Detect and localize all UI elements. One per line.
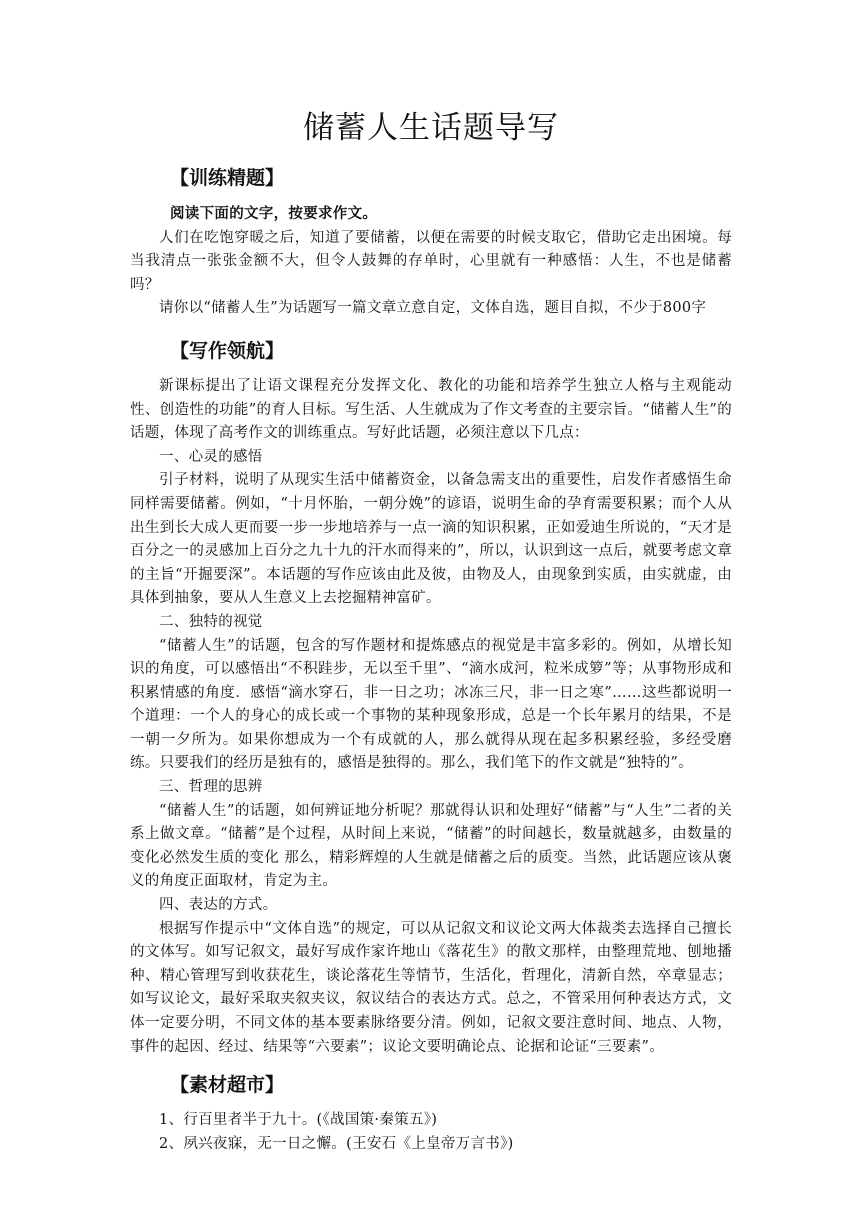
point-body: “储蓄人生”的话题，包含的写作题材和提炼感点的视觉是丰富多彩的。例如，从增长知识的角度，可以感悟出“不积跬步，无以至千里”、“滴水成河，粒米成箩”等；从事物形成和积累情感的角度．感悟“滴水穿石，非一日之功；冰冻三尺，非一日之寒”……这些都说明一个道理：一个人的身心的成长或一个事物的某种现象形成，总是一个长年累月的结果，不是一朝一夕所为。如果你想成为一个有成就的人，那么就得从现在起多积累经验，多经受磨练。只要我们的经历是独有的，感悟是独得的。那么，我们笔下的作文就是“独特的”。 — [130, 637, 732, 772]
point-title: 三、哲理的思辨 — [159, 779, 263, 796]
section-heading-materials: 【素材超市】 — [170, 1074, 285, 1097]
section-heading-guide: 【写作领航】 — [170, 339, 285, 362]
page-title: 储蓄人生话题导写 — [303, 110, 559, 146]
material-item: 1、行百里者半于九十。(《战国策·秦策五》) — [159, 1112, 438, 1129]
point-body: 根据写作提示中“文体自选”的规定，可以从记叙文和议论文两大体裁类去选择自己擅长的文体写。如写记叙文，最好写成作家许地山《落花生》的散文那样，由整理荒地、刨地播种、精心管理写到收获花生，谈论落花生等情节，生活化，哲理化，清新自然，卒章显志；如写议论文，最好采取夹叙夹议，叙议结合的表达方式。总之，不管采用何种表达方式，文体一定要分明，不同文体的基本要素脉络要分清。例如，记叙文要注意时间、地点、人物，事件的起因、经过、结果等“六要素”；议论文要明确论点、论据和论证“三要素”。 — [130, 920, 732, 1055]
point-body: “储蓄人生”的话题，如何辨证地分析呢？那就得认识和处理好“储蓄”与“人生”二者的关系上做文章。“储蓄”是个过程，从时间上来说，“储蓄”的时间越长，数量就越多，由数量的变化必然发生质的变化 那么，精彩辉煌的人生就是储蓄之后的质变。当然，此话题应该从褒义的角度正面取材，肯定为主。 — [130, 802, 732, 890]
point-title: 四、表达的方式。 — [159, 897, 278, 914]
prompt-requirement: 请你以“储蓄人生”为话题写一篇文章立意自定，文体自选，题目自拟，不少于800字 — [159, 300, 707, 317]
document-content — [130, 108, 732, 1156]
prompt-lead: 阅读下面的文字，按要求作文。 — [170, 205, 378, 222]
point-title: 二、独特的视觉 — [159, 613, 263, 630]
prompt-paragraph: 人们在吃饱穿暖之后，知道了要储蓄，以便在需要的时候支取它，借助它走出困境。每当我清点一张张金额不大，但令人鼓舞的存单时，心里就有一种感悟：人生，不也是储蓄吗？ — [130, 229, 732, 293]
point-title: 一、心灵的感悟 — [159, 448, 263, 465]
guide-intro: 新课标提出了让语文课程充分发挥文化、教化的功能和培养学生独立人格与主观能动性、创造性的功能”的育人目标。写生活、人生就成为了作文考查的主要宗旨。“储蓄人生”的话题，体现了高考作文的训练重点。写好此话题，必须注意以下几点： — [130, 377, 732, 442]
section-heading-training: 【训练精题】 — [170, 167, 285, 189]
point-body: 引子材料，说明了从现实生活中储蓄资金，以备急需支出的重要性，启发作者感悟生命同样需要储蓄。例如，“十月怀胎，一朝分娩”的谚语，说明生命的孕育需要积累；而个人从出生到长大成人更而要一步一步地培养与一点一滴的知识积累，正如爱迪生所说的，“天才是百分之一的灵感加上百分之九十九的汗水而得来的”，所以，认识到这一点后，就要考虑文章的主旨“开掘要深”。本话题的写作应该由此及彼，由物及人，由现象到实质，由实就虚，由具体到抽象，要从人生意义上去挖掘精神富矿。 — [130, 472, 732, 607]
material-item: 2、夙兴夜寐，无一日之懈。(王安石《上皇帝万言书》) — [159, 1135, 514, 1152]
